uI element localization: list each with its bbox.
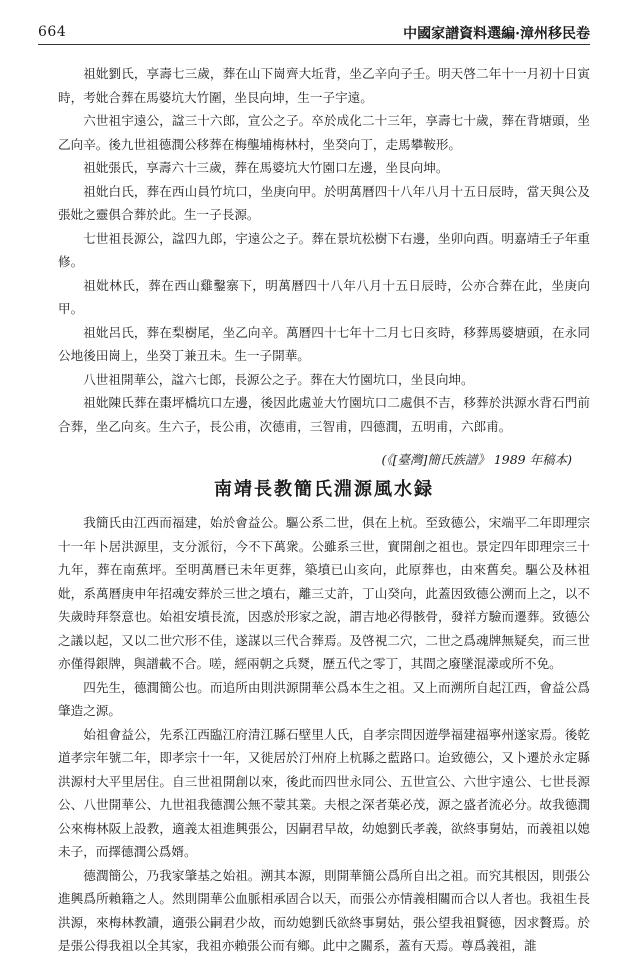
page-number: 664 [38,24,67,40]
paragraph: 祖妣白氏，葬在西山員竹坑口，坐庚向甲。於明萬曆四十八年八月十五日辰時，當天與公及張妣之靈俱合葬於此。生一子長源。 [58,183,590,222]
page-header [38,22,590,45]
paragraph: 祖妣林氏，葬在西山雞鑿寨下，明萬曆四十八年八月十五日辰時，公亦合葬在此，坐庚向甲。 [58,277,590,316]
paragraph: 祖妣劉氏，享壽七三歲，葬在山下崗齊大坵背，坐乙辛向子壬。明天啓二年十一月初十日寅時，考妣合葬在馬婆坑大竹圍，坐艮向坤，生一子宇遠。 [58,66,590,105]
paragraph: 七世祖長源公，諡四九郎，宇遠公之子。葬在景坑松樹下右邊，坐卯向酉。明嘉靖壬子年重修。 [58,230,590,269]
paragraph: 始祖會益公，先系江西臨江府清江縣石壁里人氏，自孝宗問因遊學福建福寧州遂家焉。後乾道孝宗年號二年，即孝宗十一年，又徙居於汀州府上杭縣之藍路口。迨致德公，又卜遷於永定縣洪源村大平里居住。自三世祖開創以來，後此而四世永同公、五世宣公、六世宇遠公、七世長源公、八世開華公、九世祖我德潤公無不蒙其業。夫根之深者葉必茂，源之盛者流必分。故我德潤公來梅林阪上設教，適義太祖進興張公，因嗣君早故，幼媳劉氏孝義，欲終事舅姑，而義祖以媳未子，而擇德潤公爲婿。 [58,726,590,859]
source-citation: (《[臺灣]簡氏族譜》 1989 年稿本) [381,452,572,467]
paragraph: 我簡氏由江西而福建，始於會益公。驅公系二世，俱在上杭。至致德公，宋端平二年即理宗十一年卜居洪源里，支分派衍，今不下萬衆。公雖系三世，實開創之祖也。景定四年即理宗三十九年，葬在南蕉坪。至明萬曆已未年更葬，築墳已山亥向，此原葬也，由來舊矣。驅公及林祖妣，系萬曆庚申年招魂安葬於三世之墳右，離三丈許，丁山癸向，此蓋因致德公溯而上之，以不失歲時拜祭意也。始祖安墳長流，因惑於形家之說，謂吉地必得骸骨，發祥方驗而遷葬。致德公之議以起，又以二世穴形不佳，遂謀以三代合葬焉。及啓視二穴，二世之爲魂牌無疑矣，而三世亦僅得銀牌，與譜載不合。嗟，經兩朝之兵燹，歷五代之零丁，其間之廢墜混濛或所不免。 [58,515,590,671]
article-title: 南靖長教簡氏淵源風水録 [214,478,434,500]
paragraph: 六世祖宇遠公，諡三十六郎，宣公之子。卒於成化二十三年，享壽七十歲，葬在背塘頭，坐乙向辛。後九世祖德潤公移葬在梅壟埔梅林村，坐癸向丁，走馬攀鞍形。 [58,113,590,152]
paragraph: 祖妣陳氏葬在棗坪橋坑口左邊，後因此處並大竹園坑口二處俱不吉，移葬於洪源水背石門前合葬，坐乙向亥。生六子，長公甫，次德甫，三智甫，四德潤，五明甫，六郎甫。 [58,395,590,434]
paragraph: 四先生，德潤簡公也。而追所由則洪源開華公爲本生之祖。又上而溯所自起江西，會益公爲肇造之源。 [58,679,590,718]
running-title: 中國家譜資料選編·漳州移民卷 [403,26,590,42]
paragraph: 八世祖開華公，諡六七郎，長源公之子。葬在大竹園坑口，坐艮向坤。 [83,371,474,387]
body-text [58,62,590,958]
paragraph: 祖妣呂氏，葬在梨樹尾，坐乙向辛。萬曆四十七年十二月七日亥時，移葬馬婆塘頭，在永同公地後田崗上，坐癸丁兼丑未。生一子開華。 [58,324,590,363]
paragraph: 祖妣張氏，享壽六十三歲，葬在馬婆坑大竹園口左邊，坐艮向坤。 [83,160,449,175]
paragraph: 德潤簡公，乃我家肇基之始祖。溯其本源，則開華簡公爲所自出之祖。而究其根因，則張公進興爲所賴籍之人。然則開華公血脈相承固合以天，而張公亦情義相關而合以人者也。我祖生長洪源，來梅林教讀，適張公嗣君少故，而幼媳劉氏欲終事舅姑，張公望我祖賢德，因求贅焉。於是張公得我祖以全其家，我祖亦賴張公而有鄉。此中之關系，蓋有天焉。尊爲義祖，誰 [58,867,590,953]
